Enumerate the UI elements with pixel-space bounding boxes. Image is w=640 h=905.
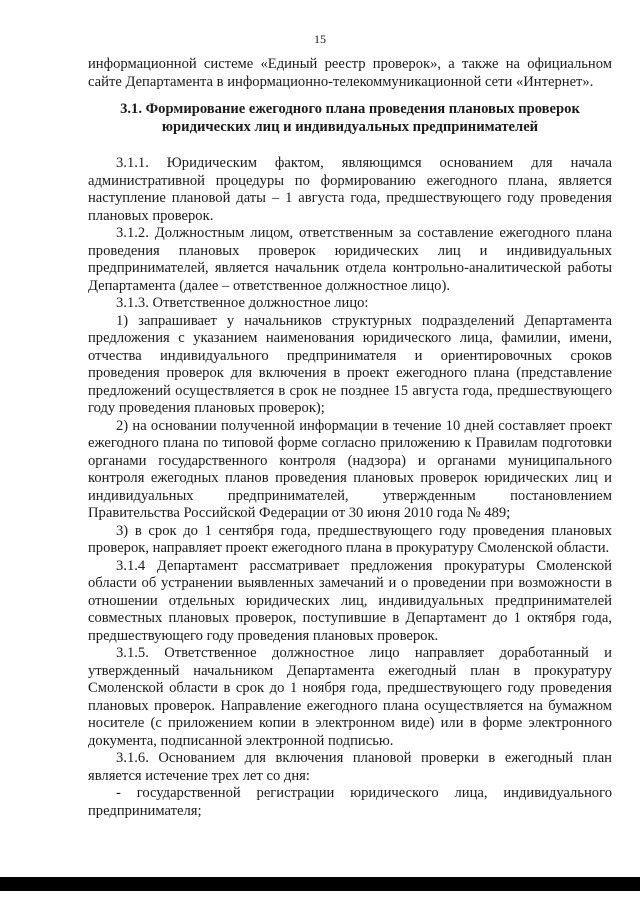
section-heading-line-2: юридических лиц и индивидуальных предпринимателей	[161, 118, 539, 135]
paragraph-3-1-5: 3.1.5. Ответственное должностное лицо направляет доработанный и утвержденный начальником Департамента ежегодный план в прокуратуру Смоленской области в срок до 1 ноября года, предшествующего году проведения плановых проверок. Направление ежегодного плана осуществляется на бумажном носителе (с приложением копии в электронном виде) или в форме электронного документа, подписанной электронной подписью.	[88, 645, 612, 749]
list-item-2: 2) на основании полученной информации в течение 10 дней составляет проект ежегодного плана по типовой форме согласно приложению к Правилам подготовки органами государственного контроля (надзора) и органами муниципального контроля ежегодных планов проведения плановых проверок юридических лиц и индивидуальных предпринимателей, утвержденным постановлением Правительства Российской Федерации от 30 июня 2010 года № 489;	[88, 417, 612, 521]
list-item-3: 3) в срок до 1 сентября года, предшествующего году проведения плановых проверок, направляет проект ежегодного плана в прокуратуру Смоленской области.	[88, 522, 612, 556]
paragraph-3-1-6: 3.1.6. Основанием для включения плановой проверки в ежегодный план является истечение трех лет со дня:	[88, 750, 612, 784]
intro-paragraph: информационной системе «Единый реестр проверок», а также на официальном сайте Департамента в информационно-телекоммуникационной сети «Интернет».	[88, 56, 612, 90]
scan-bottom-bar	[0, 877, 640, 891]
paragraph-3-1-4: 3.1.4 Департамент рассматривает предложения прокуратуры Смоленской области об устранении выявленных замечаний и о проведении при возможности в отношении отдельных юридических лиц, индивидуальных предпринимателей совместных плановых проверок, поступившие в Департамент до 1 октября года, предшествующего году проведения плановых проверок.	[88, 557, 612, 644]
page-number: 15	[314, 32, 326, 46]
paragraph-3-1-3: 3.1.3. Ответственное должностное лицо:	[116, 295, 369, 311]
document-body	[88, 56, 612, 820]
list-item-registration: - государственной регистрации юридического лица, индивидуального предпринимателя;	[88, 785, 612, 819]
paragraph-3-1-2: 3.1.2. Должностным лицом, ответственным за составление ежегодного плана проведения плановых проверок юридических лиц и индивидуальных предпринимателей, является начальник отдела контрольно-аналитической работы Департамента (далее – ответственное должностное лицо).	[88, 225, 612, 294]
section-heading-line-1: 3.1. Формирование ежегодного плана проведения плановых проверок	[120, 101, 580, 117]
list-item-1: 1) запрашивает у начальников структурных подразделений Департамента предложения с указанием наименования юридического лица, фамилии, имени, отчества индивидуального предпринимателя и ориентировочных сроков проведения проверок для включения в проект ежегодного плана (представление предложений осуществляется в срок не позднее 15 августа года, предшествующего году проведения плановых проверок);	[88, 312, 612, 416]
paragraph-3-1-1: 3.1.1. Юридическим фактом, являющимся основанием для начала административной процедуры по формированию ежегодного плана, является наступление плановой даты – 1 августа года, предшествующего году проведения плановых проверок.	[88, 155, 612, 224]
section-heading	[88, 101, 612, 136]
